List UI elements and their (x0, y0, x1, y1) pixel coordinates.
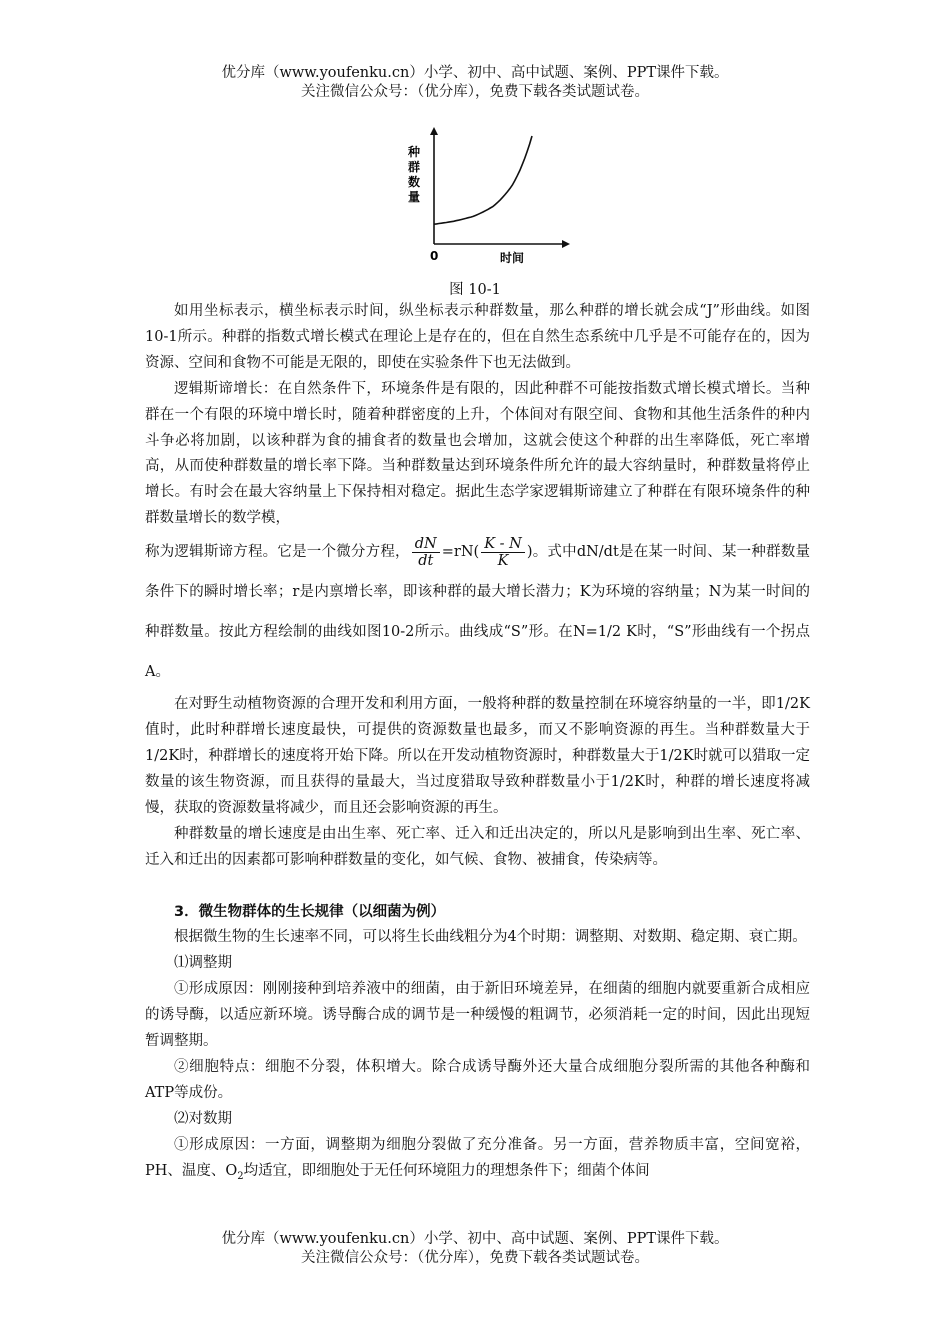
page-footer (0, 1230, 950, 1268)
paragraph-growth-factors: 种群数量的增长速度是由出生率、死亡率、迁入和迁出决定的，所以凡是影响到出生率、死亡率、迁入和迁出的因素都可影响种群数量的变化，如气候、食物、被捕食，传染病等。 (145, 825, 810, 868)
subscript-2: 2 (237, 1170, 244, 1182)
section-gap (145, 874, 810, 900)
header-line-2: 关注微信公众号：（优分库），免费下载各类试题试卷。 (301, 84, 649, 100)
paragraph-lag-features: ②细胞特点：细胞不分裂，体积增大。除合成诱导酶外还大量合成细胞分裂所需的其他各种酶和ATP等成份。 (145, 1058, 810, 1101)
log-cause-text-1: ①形成原因：一方面，调整期为细胞分裂做了充分准备。另一方面，营养物质丰富，空间宽裕，PH、温度、O (145, 1136, 810, 1179)
fraction-k-minus-n (481, 536, 525, 569)
formula-lead-text: 称为逻辑斯谛方程。它是一个微分方程， (145, 544, 410, 561)
paragraph-resource-use: 在对野生动植物资源的合理开发和利用方面，一般将种群的数量控制在环境容纳量的一半，即1/2K值时，此时种群增长速度最快，可提供的资源数量也最多，而又不影响资源的再生。当种群数量大于1/2K时，种群增长的速度将开始下降。所以在开发动植物资源时，种群数量大于1/2K时就可以猎取一定数量的该生物资源，而且获得的量最大，当过度猎取导致种群数量小于1/2K时，种群的增长速度将减慢，获取的资源数量将减少，而且还会影响资源的再生。 (145, 696, 810, 816)
fraction-dn-dt (412, 536, 440, 569)
fraction-denominator: K (497, 552, 509, 569)
paragraph-logistic-formula (145, 532, 810, 692)
paragraph-logistic: 逻辑斯谛增长：在自然条件下，环境条件是有限的，因此种群不可能按指数式增长模式增长。当种群在一个有限的环境中增长时，随着种群密度的上升，个体间对有限空间、食物和其他生活条件的种内斗争必将加剧，以该种群为食的捕食者的数量也会增加，这就会使这个种群的出生率降低，死亡率增高，从而使种群数量的增长率下降。当种群数量达到环境条件所允许的最大容纳量时，种群数量将停止增长。有时会在最大容纳量上下保持相对稳定。据此生态学家逻辑斯谛建立了种群在有限环境条件的种群数量增长的数学模， (145, 380, 810, 527)
fraction-denominator: dt (418, 552, 434, 569)
header-line-1: 优分库（www.youfenku.cn）小学、初中、高中试题、案例、PPT课件下载。 (221, 65, 729, 81)
formula-tail-text: )。式中dN/dt是在某一时间、某一种群数量条件下的瞬时增长率；r是内禀增长率，即该种群的最大增长潜力；K为环境的容纳量；N为某一时间的种群数量。按此方程绘制的曲线如图10-2所示。曲线成“S”形。在N=1/2 K时，“S”形曲线有一个拐点A。 (145, 544, 810, 681)
fraction-numerator: K - N (481, 536, 525, 553)
j-curve-figure (400, 126, 570, 272)
origin-label: 0 (430, 249, 439, 263)
y-axis-label-3: 数 (408, 175, 421, 189)
paragraph-j-curve: 如用坐标表示，横坐标表示时间，纵坐标表示种群数量，那么种群的增长就会成“J”形曲线。如图10-1所示。种群的指数式增长模式在理论上是存在的，但在自然生态系统中几乎是不可能存在的，因为资源、空间和食物不可能是无限的，即使在实验条件下也无法做到。 (145, 303, 810, 371)
subheading-lag-phase: ⑴调整期 (174, 955, 232, 972)
fraction-numerator: dN (412, 536, 440, 553)
section-heading: 3．微生物群体的生长规律（以细菌为例） (174, 903, 446, 920)
j-curve-chart (400, 126, 570, 272)
paragraph-lag-cause: ①形成原因：刚刚接种到培养液中的细菌，由于新旧环境差异，在细菌的细胞内就要重新合成相应的诱导酶，以适应新环境。诱导酶合成的调节是一种缓慢的粗调节，必须消耗一定的时间，因此出现短暂调整期。 (145, 981, 810, 1050)
log-cause-text-2: 均适宜，即细胞处于无任何环境阻力的理想条件下；细菌个体间 (243, 1162, 650, 1179)
subheading-log-phase: ⑵对数期 (174, 1110, 232, 1127)
footer-line-1: 优分库（www.youfenku.cn）小学、初中、高中试题、案例、PPT课件下载。 (221, 1231, 729, 1247)
paragraph-growth-phases: 根据微生物的生长速率不同，可以将生长曲线粗分为4个时期：调整期、对数期、稳定期、衰亡期。 (174, 929, 807, 946)
document-body (145, 299, 810, 1189)
page-header (0, 64, 950, 102)
formula-middle: =rN( (441, 544, 480, 561)
x-axis-label: 时间 (500, 251, 525, 265)
y-axis-label-2: 群 (408, 160, 421, 174)
footer-line-2: 关注微信公众号：（优分库），免费下载各类试题试卷。 (301, 1250, 649, 1266)
j-curve-line (434, 136, 532, 224)
y-axis-label-4: 量 (408, 190, 421, 204)
figure-caption: 图 10-1 (449, 282, 501, 298)
paragraph-log-cause (145, 1133, 810, 1190)
y-axis-label-1: 种 (408, 145, 421, 159)
